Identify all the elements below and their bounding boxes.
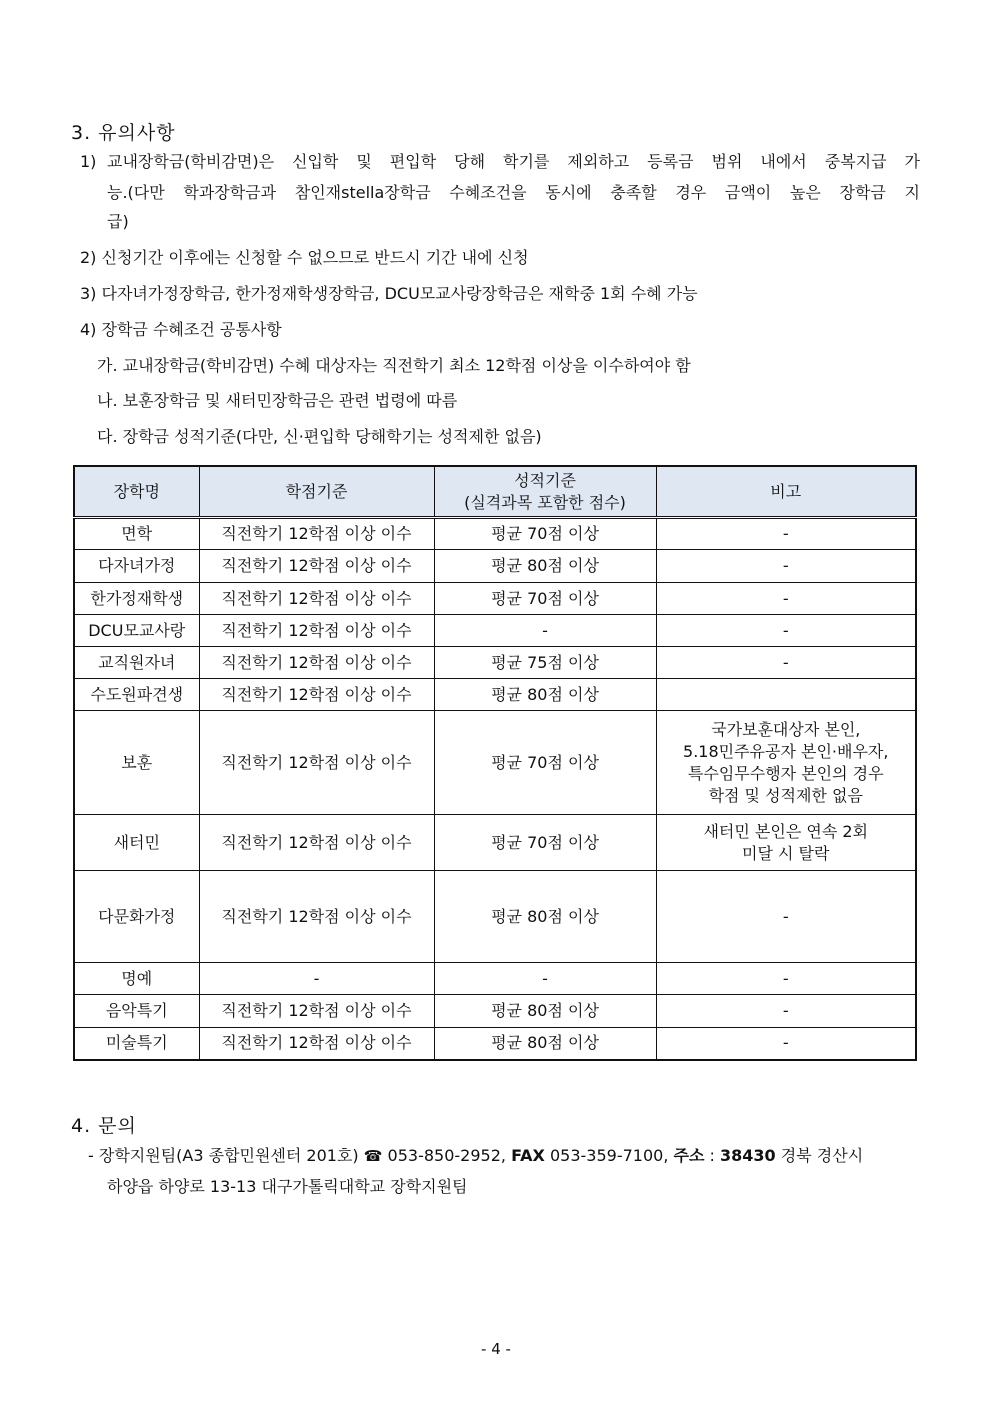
fax-label: FAX (511, 1146, 545, 1165)
cell-credit-criteria: - (199, 963, 434, 995)
cell-scholarship-name: 교직원자녀 (74, 647, 199, 679)
address-line-1: 경북 경산시 (780, 1146, 864, 1165)
item-1-number: 1) (80, 152, 97, 171)
cell-credit-criteria: 직전학기 12학점 이상 이수 (199, 815, 434, 871)
note-line: - (782, 906, 789, 926)
sub-item-ga: 가. 교내장학금(학비감면) 수혜 대상자는 직전학기 최소 12학점 이상을 이수하여야 함 (97, 356, 691, 375)
cell-grade-criteria: 평균 75점 이상 (434, 647, 656, 679)
cell-grade-criteria: 평균 80점 이상 (434, 550, 656, 583)
header-grade-line-1: 성적기준 (514, 470, 576, 490)
cell-credit-criteria: 직전학기 12학점 이상 이수 (199, 871, 434, 963)
cell-scholarship-name: DCU모교사랑 (74, 615, 199, 647)
header-credit-criteria: 학점기준 (199, 466, 434, 518)
cell-grade-criteria: 평균 80점 이상 (434, 679, 656, 711)
note-line: - (782, 1033, 789, 1053)
cell-scholarship-name: 한가정재학생 (74, 583, 199, 615)
cell-note (656, 550, 916, 583)
note-line: 미달 시 탈락 (742, 843, 830, 863)
note-line: 학점 및 성적제한 없음 (708, 785, 863, 805)
note-line: - (782, 620, 789, 640)
table-row (74, 995, 916, 1028)
cell-credit-criteria: 직전학기 12학점 이상 이수 (199, 615, 434, 647)
zip-code: 38430 (720, 1146, 776, 1165)
header-grade-line-2: (실격과목 포함한 점수) (464, 492, 626, 512)
cell-grade-criteria: 평균 80점 이상 (434, 1028, 656, 1060)
cell-scholarship-name: 미술특기 (74, 1028, 199, 1060)
cell-grade-criteria: - (434, 615, 656, 647)
table-row (74, 583, 916, 615)
phone-number: 053-850-2952, (387, 1146, 506, 1165)
cell-credit-criteria: 직전학기 12학점 이상 이수 (199, 518, 434, 550)
cell-note (656, 871, 916, 963)
table-row (74, 615, 916, 647)
note-line: - (782, 1001, 789, 1020)
cell-scholarship-name: 면학 (74, 518, 199, 550)
item-1-line-2: 능.(다만 학과장학금과 참인재stella장학금 수혜조건을 동시에 충족할 경우 금액이 높은 장학금 지 (107, 183, 920, 202)
cell-note (656, 995, 916, 1028)
cell-grade-criteria: 평균 70점 이상 (434, 518, 656, 550)
cell-grade-criteria: 평균 70점 이상 (434, 583, 656, 615)
phone-icon: ☎ (363, 1147, 383, 1165)
cell-note (656, 615, 916, 647)
section-3-title: 3. 유의사항 (71, 122, 176, 144)
cell-note (656, 711, 916, 815)
cell-note (656, 647, 916, 679)
table-row (74, 679, 916, 711)
cell-grade-criteria: - (434, 963, 656, 995)
cell-scholarship-name: 다문화가정 (74, 871, 199, 963)
address-separator: : (709, 1146, 715, 1165)
item-3: 3) 다자녀가정장학금, 한가정재학생장학금, DCU모교사랑장학금은 재학중 1회 수혜 가능 (80, 284, 698, 303)
cell-note (656, 963, 916, 995)
table-row (74, 871, 916, 963)
cell-scholarship-name: 새터민 (74, 815, 199, 871)
cell-grade-criteria: 평균 70점 이상 (434, 711, 656, 815)
header-note: 비고 (656, 466, 916, 518)
table-row (74, 815, 916, 871)
cell-credit-criteria: 직전학기 12학점 이상 이수 (199, 550, 434, 583)
table-row (74, 711, 916, 815)
cell-note (656, 518, 916, 550)
fax-number: 053-359-7100, (549, 1146, 669, 1165)
section-4-title: 4. 문의 (71, 1115, 137, 1137)
address-label: 주소 (673, 1146, 705, 1165)
table-row (74, 647, 916, 679)
table-header-row (74, 466, 916, 518)
cell-note (656, 583, 916, 615)
cell-note (656, 815, 916, 871)
cell-note (656, 679, 916, 711)
header-scholarship-name: 장학명 (74, 466, 199, 518)
table-row (74, 963, 916, 995)
cell-scholarship-name: 수도원파견생 (74, 679, 199, 711)
item-2: 2) 신청기간 이후에는 신청할 수 없으므로 반드시 기간 내에 신청 (80, 248, 529, 267)
note-line: - (782, 968, 789, 988)
contact-dash: - (88, 1146, 94, 1165)
item-4: 4) 장학금 수혜조건 공통사항 (80, 320, 282, 339)
cell-note (656, 1028, 916, 1060)
cell-grade-criteria: 평균 70점 이상 (434, 815, 656, 871)
table-row (74, 1028, 916, 1060)
scholarship-criteria-table (73, 465, 917, 1061)
cell-scholarship-name: 명예 (74, 963, 199, 995)
table-body (74, 518, 916, 1060)
cell-credit-criteria: 직전학기 12학점 이상 이수 (199, 647, 434, 679)
table-row (74, 550, 916, 583)
cell-credit-criteria: 직전학기 12학점 이상 이수 (199, 711, 434, 815)
note-line: - (782, 556, 789, 575)
cell-credit-criteria: 직전학기 12학점 이상 이수 (199, 995, 434, 1028)
note-line: 국가보훈대상자 본인, (711, 719, 861, 739)
cell-scholarship-name: 음악특기 (74, 995, 199, 1028)
page-number: - 4 - (481, 1340, 511, 1358)
note-line: 새터민 본인은 연속 2회 (703, 821, 869, 841)
address-line-2: 하양읍 하양로 13-13 대구가톨릭대학교 장학지원팀 (107, 1177, 468, 1196)
note-line: - (782, 524, 789, 543)
cell-scholarship-name: 보훈 (74, 711, 199, 815)
sub-item-da: 다. 장학금 성적기준(다만, 신·편입학 당해학기는 성적제한 없음) (97, 427, 542, 446)
cell-credit-criteria: 직전학기 12학점 이상 이수 (199, 1028, 434, 1060)
item-1-line-3: 급) (107, 212, 129, 231)
header-grade-criteria (434, 466, 656, 518)
note-line: 특수임무수행자 본인의 경우 (687, 763, 884, 783)
note-line: - (782, 588, 789, 608)
note-line: - (782, 652, 789, 672)
cell-grade-criteria: 평균 80점 이상 (434, 871, 656, 963)
cell-grade-criteria: 평균 80점 이상 (434, 995, 656, 1028)
sub-item-na: 나. 보훈장학금 및 새터민장학금은 관련 법령에 따름 (97, 391, 458, 410)
table-row (74, 518, 916, 550)
office-name: 장학지원팀(A3 종합민원센터 201호) (98, 1146, 359, 1165)
cell-credit-criteria: 직전학기 12학점 이상 이수 (199, 679, 434, 711)
contact-line-1 (88, 1146, 863, 1166)
note-line: 5.18민주유공자 본인·배우자, (683, 741, 889, 761)
cell-scholarship-name: 다자녀가정 (74, 550, 199, 583)
item-1-line-1: 교내장학금(학비감면)은 신입학 및 편입학 당해 학기를 제외하고 등록금 범위 내에서 중복지급 가 (107, 152, 920, 171)
cell-credit-criteria: 직전학기 12학점 이상 이수 (199, 583, 434, 615)
